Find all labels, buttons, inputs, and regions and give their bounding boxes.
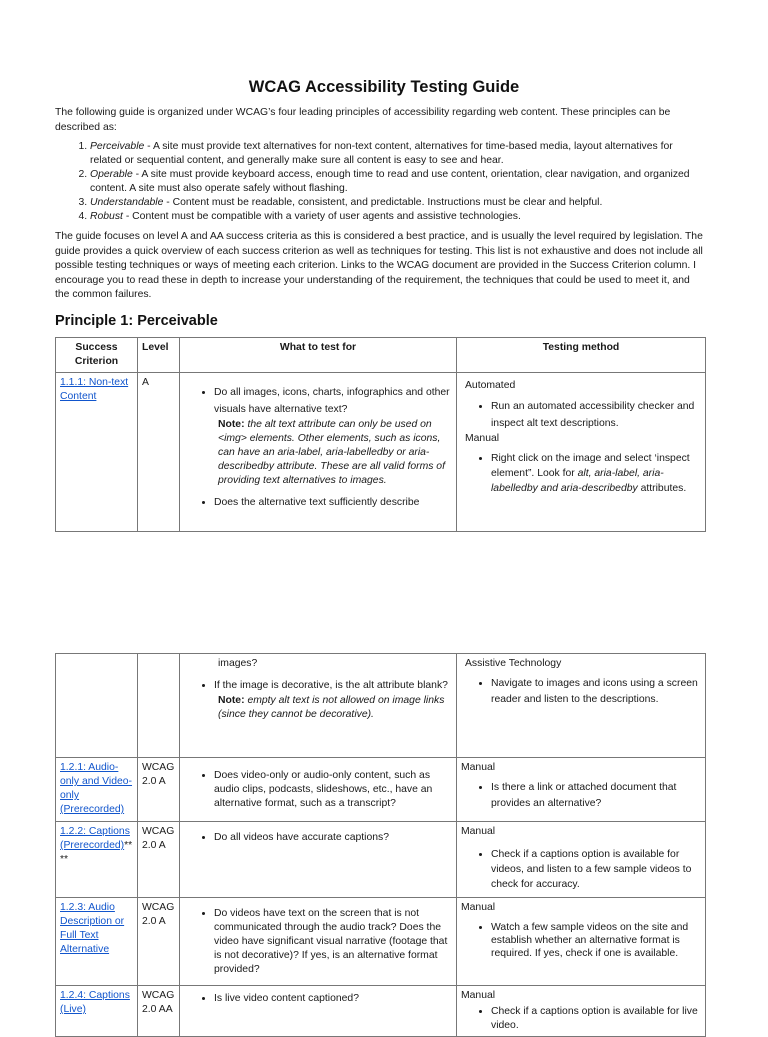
method-cell (457, 986, 706, 1037)
list-item: • Check if a captions option is available for live video. (491, 1005, 701, 1033)
method-label: Manual (461, 990, 496, 1001)
table-row (56, 373, 706, 532)
method-label: Assistive Technology (465, 658, 562, 669)
table-page-2 (55, 653, 704, 1037)
intro-section (55, 106, 704, 303)
method-cell (457, 822, 706, 898)
list-item: • Is live video content captioned? (214, 992, 452, 1006)
what-cell: images? • If the image is decorative, is the alt attribute blank? Note: empty alt text is not allowed on image links (since they cannot be decorative). (180, 654, 457, 758)
level-cell: A (138, 373, 180, 532)
list-item: 1. Perceivable - A site must provide text alternatives for non-text content, alternatives for time-based media, layout alternatives for related or sequential content, and generally make sure all content is easy to see and hear. (90, 140, 704, 168)
level-cell: WCAG 2.0 A (138, 822, 180, 898)
table-row (56, 654, 706, 758)
table-row (56, 986, 706, 1037)
what-cell (180, 822, 457, 898)
note: Note: the alt text attribute can only be used on <img> elements. Other elements, such as icons, can have an aria-label, aria-labelledby or aria-describedby attribute. These are all valid forms of providing text alternatives to images. (218, 419, 445, 486)
header-method: Testing method (457, 338, 706, 373)
method-label: Manual (461, 826, 496, 837)
list-item: • Is there a link or attached document that provides an alternative? (491, 780, 701, 812)
method-label: Automated (465, 380, 516, 391)
table-header-row (56, 338, 706, 373)
level-cell: WCAG 2.0 AA (138, 986, 180, 1037)
list-item: • Run an automated accessibility checker and inspect alt text descriptions. (491, 398, 701, 432)
document-title: WCAG Accessibility Testing Guide (248, 78, 520, 96)
list-item: • Do videos have text on the screen that is not communicated through the audio track? Does the video have significant visual narrative (footage that is not decorative)? If yes, is an alternative format provided? (214, 907, 452, 977)
level-cell: WCAG 2.0 A (138, 898, 180, 986)
criterion-link[interactable]: 1.1.1: Non-text Content (60, 377, 129, 402)
level-cell: WCAG 2.0 A (138, 758, 180, 822)
criteria-table (55, 337, 706, 532)
list-item: • Do all videos have accurate captions? (214, 831, 452, 845)
criterion-link[interactable]: 1.2.2: Captions (Prerecorded) (60, 826, 130, 851)
list-item: 2. Operable - A site must provide keyboard access, enough time to read and use content, orientation, clear navigation, and organized content. A site must also operate safely without flashing. (90, 168, 704, 196)
focus-paragraph: The guide focuses on level A and AA success criteria as this is considered a best practice, and is usually the level required by legislation. The guide provides a quick overview of each success criterion as well as techniques for testing. This list is not exhaustive and does not include all possible testing techniques or ways of meeting each criterion. Links to the WCAG document are provided in the Success Criterion column. I encourage you to read these in depth to increase your understanding of the requirement, the techniques that could be used to meet it, and the common failures. (55, 231, 703, 300)
criterion-link[interactable]: 1.2.3: Audio Description or Full Text Alternative (60, 902, 125, 955)
list-item: • Watch a few sample videos on the site and establish whether an alternative format is required. If yes, check if one is available. (491, 921, 701, 960)
intro-paragraph: The following guide is organized under WCAG’s four leading principles of accessibility regarding web content. These principles can be described as: (55, 107, 671, 133)
method-label: Manual (461, 902, 496, 913)
what-cell (180, 758, 457, 822)
list-item: • Right click on the image and select ‘inspect element”. Look for alt, aria-label, aria-labelledby and aria-describedby attributes. (491, 451, 701, 496)
method-label: Manual (465, 433, 500, 444)
list-item: 4. Robust - Content must be compatible with a variety of user agents and assistive technologies. (90, 210, 704, 224)
header-criterion: Success Criterion (56, 338, 138, 373)
list-item: • Does video-only or audio-only content, such as audio clips, podcasts, slideshows, etc., have an alternative format, such as a transcript? (214, 769, 452, 811)
list-item: • Navigate to images and icons using a screen reader and listen to the descriptions. (491, 676, 701, 708)
list-item: • Do all images, icons, charts, infographics and other visuals have alternative text? (214, 384, 452, 418)
table-row (56, 898, 706, 986)
header-what: What to test for (180, 338, 457, 373)
what-cell (180, 986, 457, 1037)
method-label: Manual (461, 762, 496, 773)
method-cell (457, 654, 706, 758)
list-item: • Check if a captions option is available for videos, and listen to a few sample videos to check for accuracy. (491, 847, 701, 892)
table-page-1 (55, 337, 704, 532)
header-level: Level (138, 338, 180, 373)
method-cell (457, 373, 706, 532)
principles-list (55, 140, 704, 224)
note: Note: empty alt text is not allowed on image links (since they cannot be decorative). (218, 695, 445, 720)
table-row (56, 758, 706, 822)
what-cell (180, 373, 457, 532)
criterion-link[interactable]: 1.2.4: Captions (Live) (60, 990, 130, 1015)
method-cell (457, 898, 706, 986)
criterion-link[interactable]: 1.2.1: Audio-only and Video-only (Prerecorded) (60, 762, 133, 815)
list-item: 3. Understandable - Content must be readable, consistent, and predictable. Instructions must be clear and helpful. (90, 196, 704, 210)
section-heading: Principle 1: Perceivable (55, 313, 218, 329)
criteria-table-continued (55, 653, 706, 1037)
what-cell (180, 898, 457, 986)
table-row: 1.2.2: Captions (Prerecorded)** ** WCAG 2.0 A • Do all videos have accurate captions? Manual • Check if a captions option is available for videos, and listen to a few sample videos to check for accuracy. (56, 822, 706, 898)
list-item: • Does the alternative text sufficiently describe (214, 496, 452, 510)
method-cell (457, 758, 706, 822)
list-item: • If the image is decorative, is the alt attribute blank? (214, 677, 452, 694)
